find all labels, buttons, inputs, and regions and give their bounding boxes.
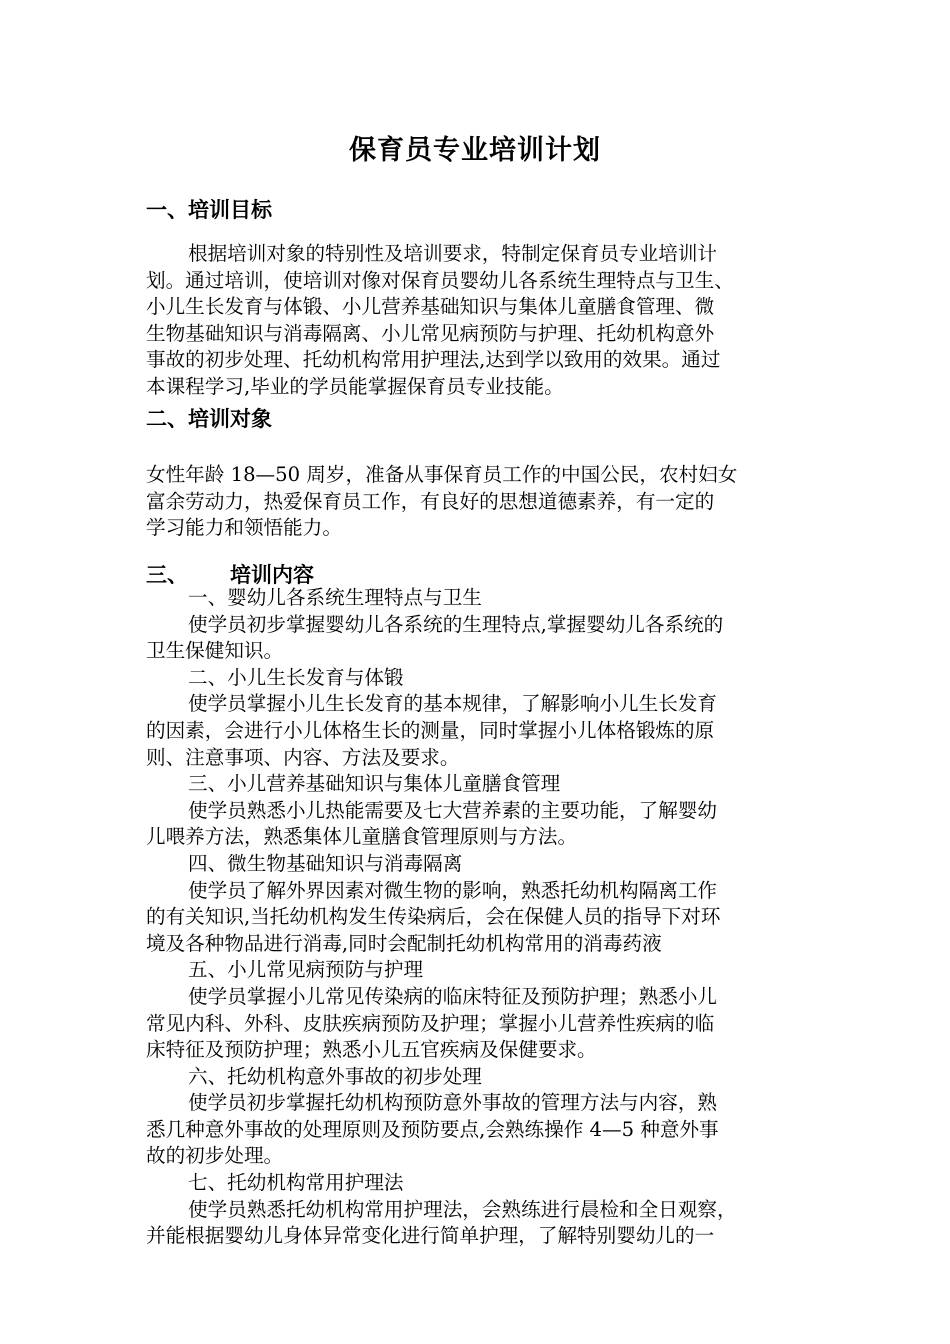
paragraph-line: 使学员掌握小儿常见传染病的临床特征及预防护理；熟悉小儿 (188, 984, 718, 1008)
paragraph-line: 并能根据婴幼儿身体异常变化进行简单护理，了解特别婴幼儿的一 (146, 1224, 715, 1248)
paragraph-line: 女性年龄 18—50 周岁，准备从事保育员工作的中国公民，农村妇女 (146, 463, 738, 486)
section-heading-audience: 二、培训对象 (146, 407, 272, 431)
paragraph-line: 小儿生长发育与体锻、小儿营养基础知识与集体儿童膳食管理、微 (146, 295, 715, 319)
paragraph-line: 床特征及预防护理；熟悉小儿五官疾病及保健要求。 (146, 1038, 597, 1062)
paragraph-line: 使学员熟悉小儿热能需要及七大营养素的主要功能，了解婴幼 (188, 798, 718, 822)
paragraph-line: 富余劳动力，热爱保育员工作，有良好的思想道德素养，有一定的 (146, 489, 715, 513)
item-title: 三、小儿营养基础知识与集体儿童膳食管理 (188, 772, 561, 796)
item-title: 二、小儿生长发育与体锻 (188, 665, 404, 689)
section-number: 三、 (146, 563, 188, 587)
item-title: 六、托幼机构意外事故的初步处理 (188, 1064, 482, 1088)
section-heading-text: 培训内容 (230, 563, 314, 587)
section-audience-body (146, 462, 816, 542)
paragraph-line: 境及各种物品进行消毒,同时会配制托幼机构常用的消毒药液 (146, 931, 662, 955)
paragraph-line: 卫生保健知识。 (146, 639, 284, 663)
paragraph-line: 生物基础知识与消毒隔离、小儿常见病预防与护理、托幼机构意外 (146, 321, 715, 345)
paragraph-line: 划。通过培训，使培训对像对保育员婴幼儿各系统生理特点与卫生、 (146, 268, 734, 292)
paragraph-line: 使学员熟悉托幼机构常用护理法，会熟练进行晨检和全日观察， (188, 1197, 737, 1221)
paragraph-line: 根据培训对象的特别性及培训要求，特制定保育员专业培训计 (188, 242, 718, 265)
paragraph-line: 使学员掌握小儿生长发育的基本规律，了解影响小儿生长发育 (188, 692, 718, 716)
paragraph-line: 悉几种意外事故的处理原则及预防要点,会熟练操作 4—5 种意外事 (146, 1117, 719, 1141)
paragraph-line: 学习能力和领悟能力。 (146, 516, 342, 540)
paragraph-line: 事故的初步处理、托幼机构常用护理法,达到学以致用的效果。通过 (146, 348, 721, 372)
paragraph-line: 的因素，会进行小儿体格生长的测量，同时掌握小儿体格锻炼的原 (146, 718, 715, 742)
paragraph-line: 使学员初步掌握婴幼儿各系统的生理特点,掌握婴幼儿各系统的 (188, 612, 724, 636)
item-title: 一、婴幼儿各系统生理特点与卫生 (188, 586, 482, 609)
item-title: 五、小儿常见病预防与护理 (188, 958, 424, 982)
item-title: 四、微生物基础知识与消毒隔离 (188, 851, 463, 875)
paragraph-line: 故的初步处理。 (146, 1144, 284, 1168)
paragraph-line: 使学员了解外界因素对微生物的影响，熟悉托幼机构隔离工作 (188, 878, 718, 902)
paragraph-line: 本课程学习,毕业的学员能掌握保育员专业技能。 (146, 374, 564, 398)
paragraph-line: 儿喂养方法，熟悉集体儿童膳食管理原则与方法。 (146, 825, 578, 849)
paragraph-line: 的有关知识,当托幼机构发生传染病后，会在保健人员的指导下对环 (146, 905, 721, 929)
paragraph-line: 则、注意事项、内容、方法及要求。 (146, 745, 460, 769)
paragraph-line: 常见内科、外科、皮肤疾病预防及护理；掌握小儿营养性疾病的临 (146, 1011, 715, 1035)
section-content-body (146, 585, 816, 1250)
item-title: 七、托幼机构常用护理法 (188, 1171, 404, 1195)
paragraph-line: 使学员初步掌握托幼机构预防意外事故的管理方法与内容，熟 (188, 1091, 718, 1115)
document-title: 保育员专业培训计划 (349, 135, 601, 166)
section-goals-body (146, 241, 816, 401)
section-heading-goals: 一、培训目标 (146, 198, 272, 222)
